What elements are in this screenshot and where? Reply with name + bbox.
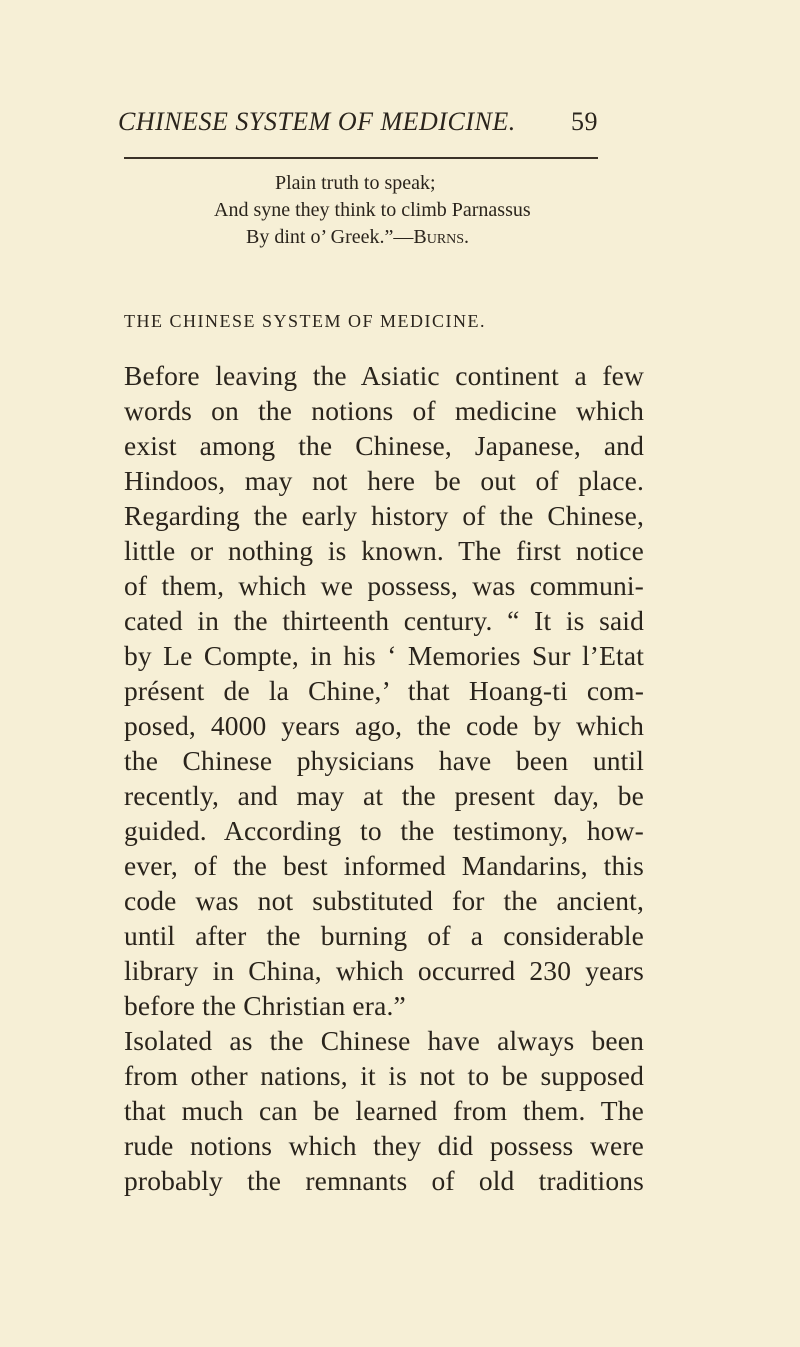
section-title: THE CHINESE SYSTEM OF MEDICINE.	[124, 311, 487, 331]
text-line: library in China, which occurred 230 years	[124, 955, 644, 986]
text-line: Regarding the early history of the Chinese,	[124, 500, 644, 531]
text-line: présent de la Chine,’ that Hoang-ti com-	[124, 675, 644, 706]
text-line: until after the burning of a considerable	[124, 920, 644, 951]
epigraph-line: Plain truth to speak;	[275, 172, 436, 194]
epigraph-author: Burns.	[413, 226, 470, 248]
text-line: exist among the Chinese, Japanese, and	[124, 430, 644, 461]
text-line: probably the remnants of old traditions	[124, 1165, 644, 1196]
text-line: cated in the thirteenth century. “ It is said	[124, 605, 644, 636]
text-line: Isolated as the Chinese have always been	[124, 1025, 644, 1056]
page-number: 59	[571, 107, 598, 136]
text-line: recently, and may at the present day, be	[124, 780, 644, 811]
running-head	[118, 107, 598, 143]
text-line: from other nations, it is not to be supposed	[124, 1060, 644, 1091]
text-line: posed, 4000 years ago, the code by which	[124, 710, 644, 741]
epigraph-line: And syne they think to climb Parnassus	[214, 199, 531, 221]
text-line: little or nothing is known. The first notice	[124, 535, 644, 566]
text-line: ever, of the best informed Mandarins, this	[124, 850, 644, 881]
text-line: Hindoos, may not here be out of place.	[124, 465, 644, 496]
text-line: rude notions which they did possess were	[124, 1130, 644, 1161]
text-line: Before leaving the Asiatic continent a few	[124, 360, 644, 391]
text-line: before the Christian era.”	[124, 990, 406, 1021]
text-line: code was not substituted for the ancient,	[124, 885, 644, 916]
text-line: of them, which we possess, was communi-	[124, 570, 644, 601]
epigraph-line-text: By dint o’ Greek.”—	[246, 226, 414, 248]
running-head-title: CHINESE SYSTEM OF MEDICINE.	[118, 107, 516, 136]
text-line: by Le Compte, in his ‘ Memories Sur l’Etat	[124, 640, 644, 671]
text-line: guided. According to the testimony, how-	[124, 815, 644, 846]
text-line: that much can be learned from them. The	[124, 1095, 644, 1126]
header-rule	[124, 157, 598, 159]
text-line: words on the notions of medicine which	[124, 395, 644, 426]
body-text	[124, 358, 644, 1198]
epigraph-line	[246, 224, 469, 251]
text-line: the Chinese physicians have been until	[124, 745, 644, 776]
